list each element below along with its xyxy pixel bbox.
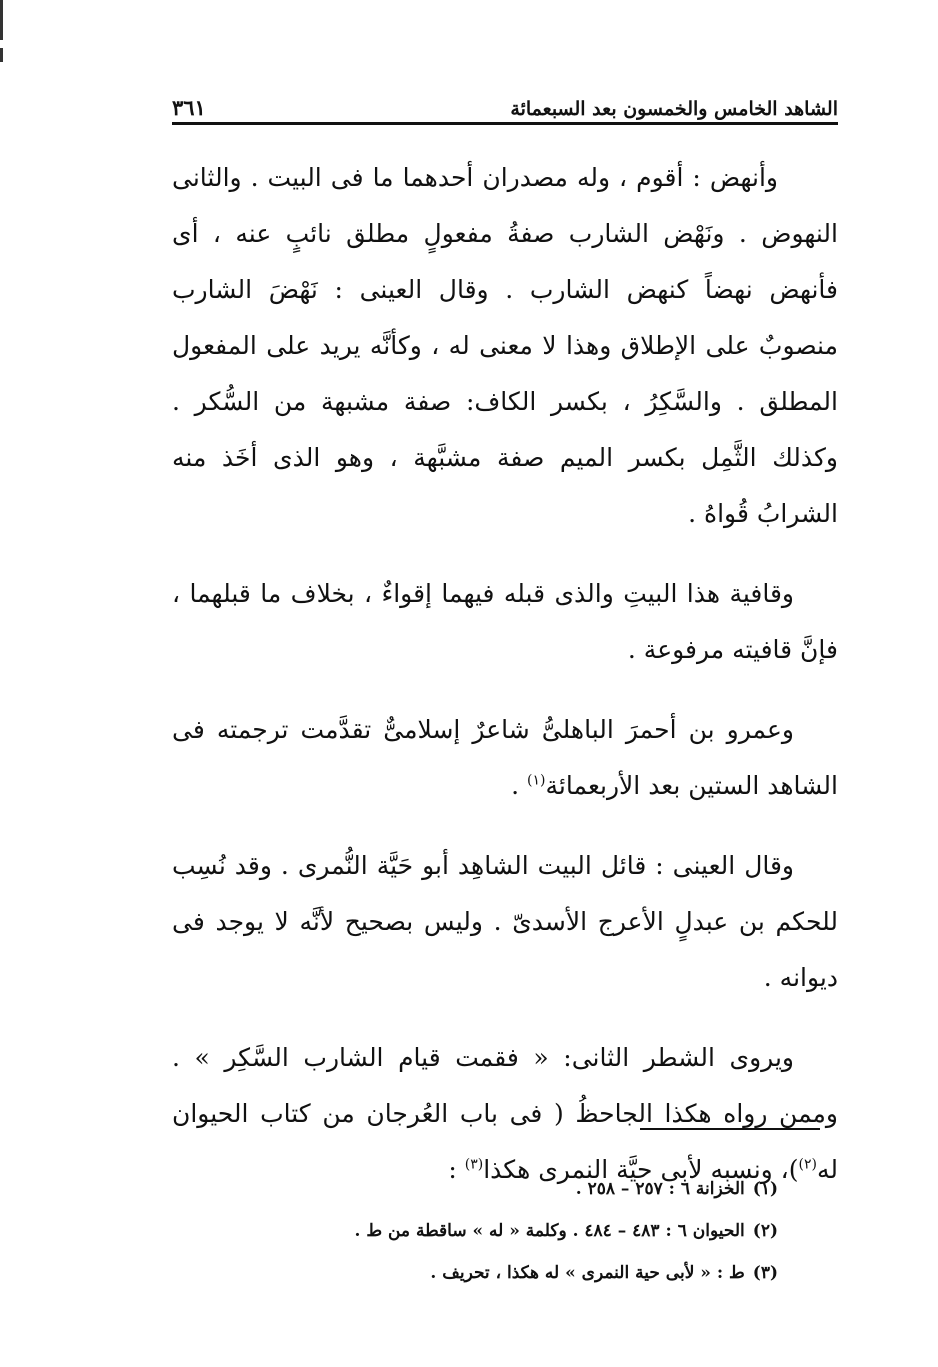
page-number: ٣٦١ [172,95,206,120]
paragraph-text: وقافية هذا البيتِ والذى قبله فيهما إقواءٌ ، بخلاف ما قبلهما ، فإنَّ قافيته مرفوعة . [172,579,838,664]
footnote-text: الحيوان ٦ : ٤٨٣ – ٤٨٤ . وكلمة « له » ساقطة من ط . [354,1221,745,1241]
footnote-reference[interactable]: (١) [527,772,546,789]
footnote-text: ط : « لأبى حية النمرى » له هكذا ، تحريف . [430,1263,745,1283]
paragraph-text: وأنهض : أقوم ، وله مصدران أحدهما ما فى البيت . والثانى النهوض . ونَهْض الشارب صفةُ مفعولٍ مطلق نائبٍ عنه ، أى فأنهض نهضاً كنهض الشارب . وقال العينى : نَهْضَ الشارب منصوبٌ على الإطلاق وهذا لا معنى له ، وكأنَّه يريد على المفعول المطلق . والسَّكِرُ ، بكسر الكاف: صفة مشبهة من السُّكر . وكذلك الثَّمِل بكسر الميم صفة مشبَّهة ، وهو الذى أخَذ منه الشرابُ قُواهُ . [172,163,838,528]
scan-edge-mark [0,0,3,40]
footnote-text: الخزانة ٦ : ٢٥٧ – ٢٥٨ . [575,1179,745,1199]
page-header [172,86,838,120]
footnote [172,1252,778,1294]
footnote-number: (٣) [752,1263,778,1283]
paragraph-text: وعمرو بن أحمرَ الباهلىُّ شاعرٌ إسلامىٌّ تقدَّمت ترجمته فى الشاهد الستين بعد الأربعمائة [172,715,838,800]
paragraph-text: وقال العينى : قائل البيت الشاهِد أبو حَيَّة النُّمرى . وقد نُسِب للحكم بن عبدلٍ الأعرج الأسدىّ . وليس بصحيح لأنَّه لا يوجد فى ديوانه . [172,851,838,992]
paragraph [172,838,838,1006]
paragraph [172,150,838,542]
footnote-rule [640,1128,820,1130]
footnote-number: (١) [752,1179,778,1199]
scan-edge-mark [0,48,3,62]
footnotes [172,1168,778,1294]
footnote [172,1210,778,1252]
footnote-number: (٢) [752,1221,778,1241]
header-rule [172,122,838,125]
paragraph [172,702,838,814]
paragraph-text: : [448,1155,465,1184]
paragraph [172,566,838,678]
footnote-reference[interactable]: (٢) [798,1156,817,1173]
paragraph-text: . [511,771,528,800]
footnote-reference[interactable]: (٣) [464,1156,484,1173]
running-title: الشاهد الخامس والخمسون بعد السبعمائة [510,98,838,120]
footnote [172,1168,778,1210]
paragraph-text: )، ونسبه لأبى حيَّة النمرى هكذا [483,1155,799,1184]
main-text [172,150,838,1222]
paragraph-text: ويروى الشطر الثانى: « فقمت قيام الشارب السَّكِر » . وممن رواه هكذا الجاحظُ ( فى باب العُرجان من كتاب الحيوان له [172,1043,838,1184]
